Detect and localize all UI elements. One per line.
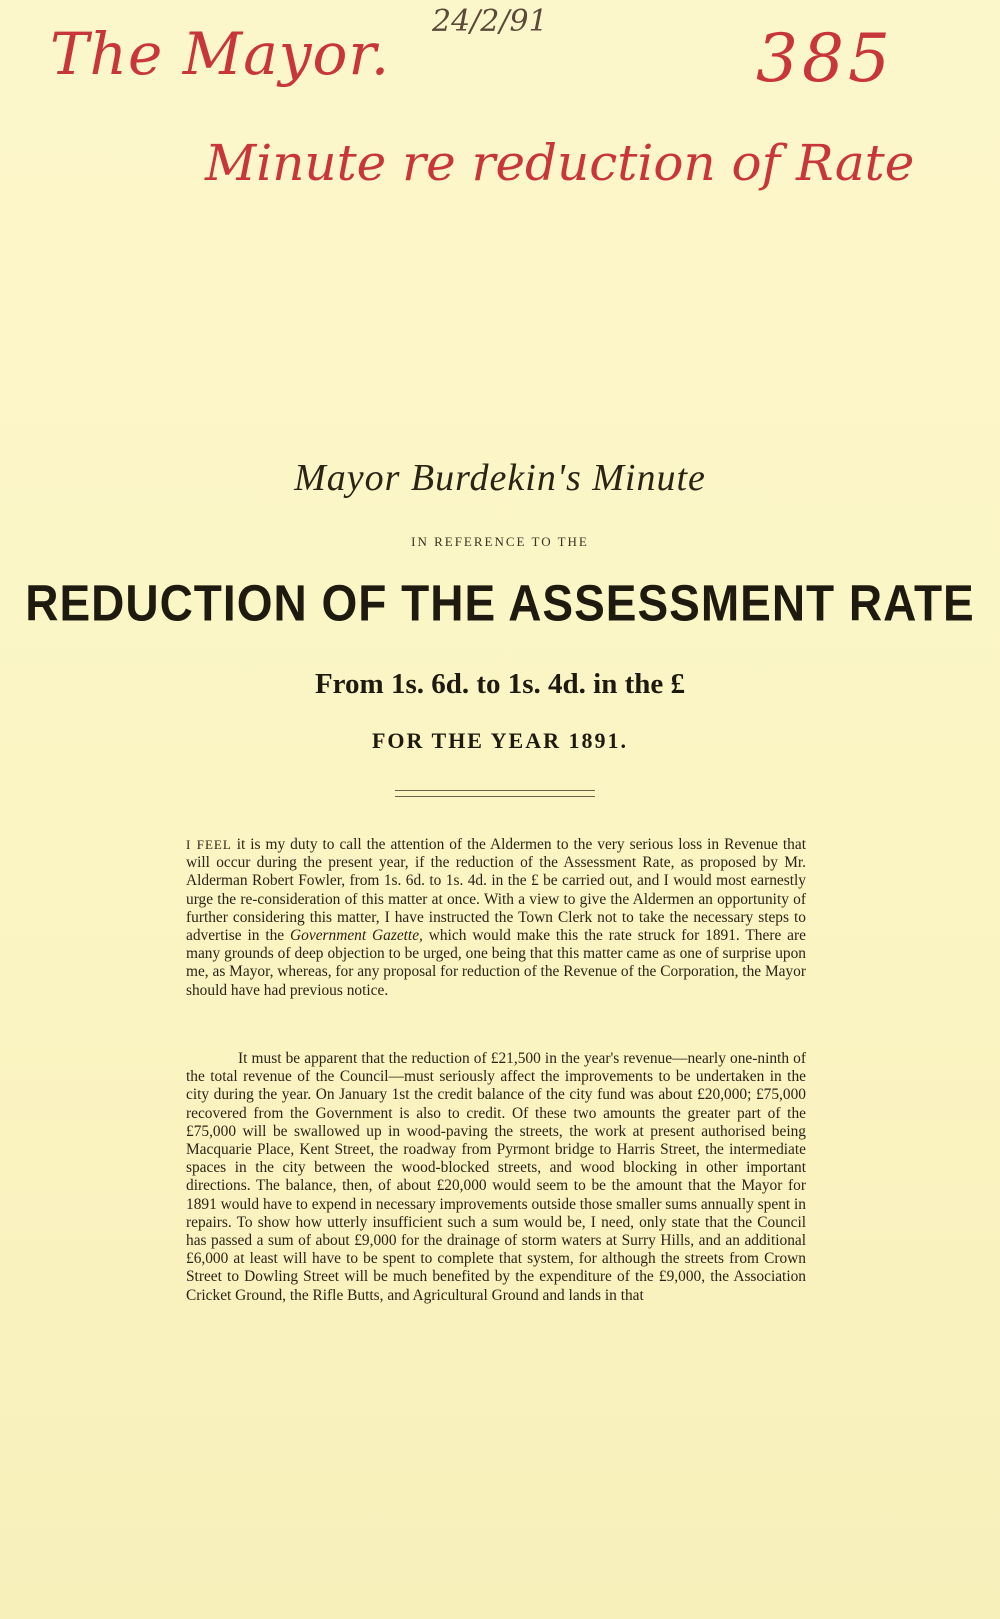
preface-line: IN REFERENCE TO THE <box>411 534 589 549</box>
divider-rule <box>395 790 595 797</box>
paragraph-1-italic: Government Gazette, <box>290 927 423 945</box>
script-title: Mayor Burdekin's Minute <box>294 457 706 499</box>
year-line: FOR THE YEAR 1891. <box>371 728 629 753</box>
handwritten-date: 24/2/91 <box>432 4 548 39</box>
sub-title: From 1s. 6d. to 1s. 4d. in the £ <box>314 668 686 700</box>
paragraph-2: It must be apparent that the reduction of £21,500 in the year's revenue—nearly one-ninth of the total revenue of the Council—must seriously affect the improvements to be undertaken in the city during the year. On January 1st the credit balance of the city fund was about £20,000; £75,000 recovered from the Government is also to credit. Of these two amounts the greater part of the £75,000 will be swallowed up in wood-paving the streets, the work at present authorised being Macquarie Place, Kent Street, the roadway from Pyrmont bridge to Harris Street, the intermediate spaces in the city between the wood-blocked streets, and wood blocking in other important directions. The balance, then, of about £20,000 would seem to be the amount that the Mayor for 1891 would have to expend in necessary improvements outside those smaller sums annually spent in repairs. To show how utterly insufficient such a sum would be, I need, only state that the Council has passed a sum of about £9,000 for the drainage of storm waters at Surry Hills, and an additional £6,000 at least will have to be spent to complete that system, for although the streets from Crown Street to Dowling Street will be much benefited by the expenditure of the £9,000, the Association Cricket Ground, the Rifle Butts, and Agricultural Ground and lands in that <box>186 1050 806 1304</box>
main-title: REDUCTION OF THE ASSESSMENT RATE <box>25 574 975 632</box>
paragraph-1-text-a: it is my duty to call the attention of the Aldermen to the very serious loss in Revenue that will occur during the present year, if the reduction of the Assessment Rate, as proposed by Mr. Alderman Robert Fowler, from 1s. 6d. to 1s. 4d. in the £ be carried out, and I would most earnestly urge the re-consideration of this matter at once. With a view to give the Aldermen an opportunity of further considering this matter, I have instructed the Town Clerk not to take the necessary steps to advertise in the <box>186 836 806 945</box>
paragraph-1-lead: I FEEL <box>186 837 232 852</box>
handwritten-number: 385 <box>756 20 894 97</box>
paragraph-1 <box>186 836 806 1000</box>
handwritten-addressee: The Mayor. <box>50 20 391 88</box>
paragraph-1-text-b: which would make this the rate struck for 1891. There are many grounds of deep objection to be urged, one being that this matter came as one of surprise upon me, as Mayor, whereas, for any proposal for reduction of the Revenue of the Corporation, the Mayor should have had previous notice. <box>186 927 806 999</box>
handwritten-subject: Minute re reduction of Rate <box>205 134 915 192</box>
